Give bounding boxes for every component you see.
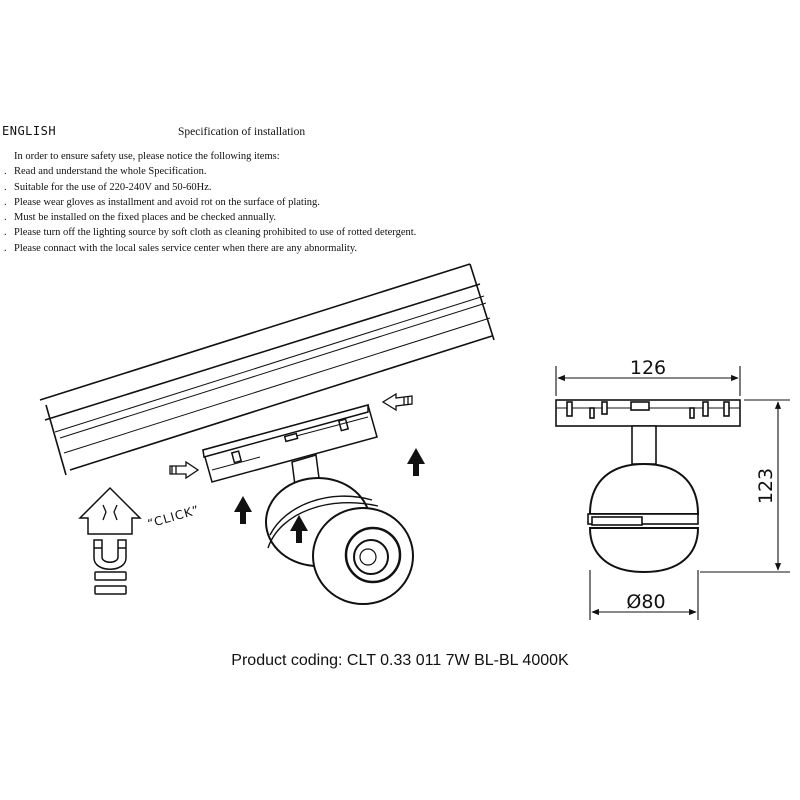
- instruction-item: . Read and understand the whole Specification.: [4, 166, 207, 178]
- instruction-item: . Please turn off the lighting source by soft cloth as cleaning prohibited to use of rotted detergent.: [4, 227, 417, 239]
- spotlight-head: [266, 478, 413, 604]
- connector-pin-right: [383, 394, 412, 410]
- height-dimension-label: 123: [755, 467, 777, 505]
- language-label: ENGLISH: [2, 124, 57, 138]
- magnet-push-icon: [80, 488, 140, 594]
- specification-title: Specification of installation: [178, 126, 306, 138]
- instruction-item: . Please wear gloves as installment and avoid rot on the surface of plating.: [4, 196, 320, 208]
- instruction-item: . Must be installed on the fixed places and be checked annually.: [4, 212, 277, 224]
- diameter-dimension-label: Ø80: [626, 591, 666, 613]
- side-view: [556, 400, 740, 572]
- connector-pin-left: [170, 462, 198, 478]
- instruction-item: . Please connact with the local sales service center when there are any abnormality.: [4, 242, 358, 254]
- product-coding: Product coding: CLT 0.33 011 7W BL-BL 4000K: [231, 652, 569, 669]
- instruction-item: . Suitable for the use of 220-240V and 50-60Hz.: [4, 181, 212, 193]
- click-label: “CLICK”: [145, 502, 202, 531]
- track-adapter: [203, 405, 377, 482]
- width-dimension-label: 126: [629, 357, 667, 379]
- instructions-intro: In order to ensure safety use, please notice the following items:: [14, 151, 280, 162]
